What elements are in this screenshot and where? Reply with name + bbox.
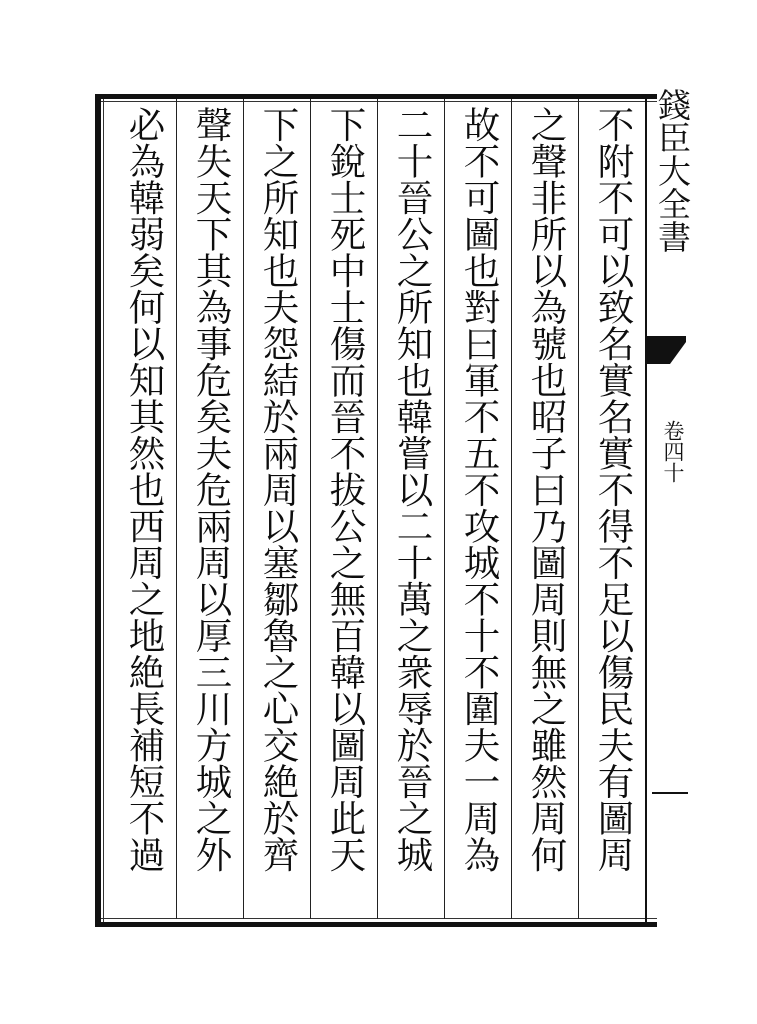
text-column-8: 必為韓弱矣何以知其然也西周之地絶長補短不過	[123, 106, 166, 873]
margin-juan-number: 卷四十	[661, 420, 685, 483]
column-rule	[243, 99, 244, 919]
text-column-1: 不附不可以致名實名實不得不足以傷民夫有圖周	[592, 106, 635, 873]
text-column-4: 二十晉公之所知也韓嘗以二十萬之衆辱於晉之城	[391, 106, 434, 873]
column-rule	[176, 99, 177, 919]
fishtail-mark-icon	[646, 336, 686, 364]
frame-top-border	[95, 94, 657, 99]
column-rule	[444, 99, 445, 919]
margin-book-title: 錢臣大全書	[653, 88, 692, 253]
column-rule	[511, 99, 512, 919]
frame-left-border	[95, 94, 101, 927]
column-rule	[310, 99, 311, 919]
column-rule	[578, 99, 579, 919]
frame-bottom-inner-border	[95, 918, 657, 919]
text-column-5: 下銳士死中士傷而晉不拔公之無百韓以圖周此天	[324, 106, 367, 873]
text-column-2: 之聲非所以為號也昭子曰乃圖周則無之雖然周何	[525, 106, 568, 873]
frame-right-border	[645, 94, 647, 927]
frame-top-inner-border	[95, 101, 657, 102]
column-rule	[377, 99, 378, 919]
text-column-3: 故不可圖也對曰軍不五不攻城不十不圍夫一周為	[458, 106, 501, 873]
frame-left-inner-border	[103, 99, 104, 922]
frame-bottom-border	[95, 922, 657, 927]
text-column-7: 聲失天下其為事危矣夫危兩周以厚三川方城之外	[190, 106, 233, 873]
text-column-6: 下之所知也夫怨結於兩周以塞鄒魯之心交絶於齊	[257, 106, 300, 873]
margin-rule-mark	[652, 792, 688, 794]
